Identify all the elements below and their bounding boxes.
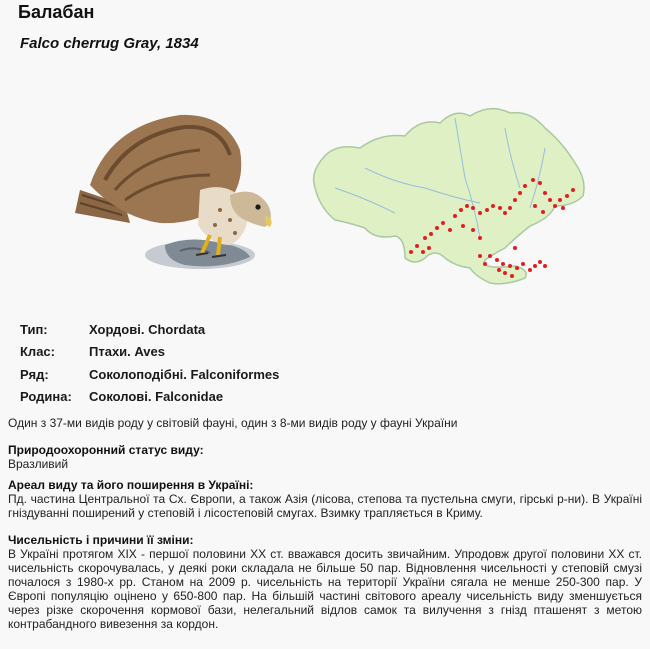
- population-section: [8, 533, 642, 631]
- taxonomy-row-type: [20, 318, 279, 341]
- species-summary: Один з 37-ми видів роду у світовій фауні, один з 8-ми видів роду у фауні України: [8, 416, 458, 430]
- taxonomy-row-family: [20, 386, 279, 409]
- status-section: [8, 443, 642, 471]
- range-section: [8, 478, 642, 520]
- taxonomy-row-order: [20, 363, 279, 386]
- taxonomy-table: [20, 318, 279, 408]
- population-heading: Чисельність і причини її зміни:: [8, 533, 194, 547]
- species-title: Балабан: [18, 2, 95, 22]
- status-heading: Природоохоронний статус виду:: [8, 443, 204, 457]
- population-text: В Україні протягом XIX - першої половини XX ст. вважався досить звичайним. Упродовж другої половини XX ст. чисельність скорочувалась, у деякі роки складала не більше 50 пар. Відновлення чисельності у степовій смузі почалося з 1980-х рр. Станом на 2009 р. чисельність на території України сягала не менше 250-300 пар. У Європі популяцію оцінено у 650-800 пар. На більшій частині світового ареалу чисельність виду зменшується через різке скорочення кормової бази, нелегальний відлов самок та вилучення з гнізд пташенят з метою контрабандного вивезення за кордон.: [8, 547, 642, 631]
- status-text: Вразливий: [8, 457, 69, 471]
- taxon-key: Клас:: [20, 344, 55, 360]
- taxon-value: Хордові. Chordata: [89, 321, 206, 337]
- taxon-key: Ряд:: [20, 366, 49, 382]
- taxon-value: Птахи. Aves: [89, 344, 165, 360]
- falcon-illustration: [70, 95, 290, 285]
- taxon-key: Родина:: [20, 389, 72, 405]
- species-latin-name: Falco cherrug Gray, 1834: [20, 35, 199, 52]
- taxon-value: Соколоподібні. Falconiformes: [89, 366, 280, 382]
- taxon-key: Тип:: [20, 321, 48, 337]
- taxonomy-row-class: [20, 341, 279, 364]
- taxon-value: Соколові. Falconidae: [89, 389, 224, 405]
- distribution-map: [305, 88, 590, 288]
- range-heading: Ареал виду та його поширення в Україні:: [8, 478, 254, 492]
- range-text: Пд. частина Центральної та Сх. Європи, а також Азія (лісова, степова та пустельна смуги, гірські р-ни). В Україні гніздуванні поширений у степовій і лісостеповій смугах. Взимку трапляється в Криму.: [8, 492, 642, 520]
